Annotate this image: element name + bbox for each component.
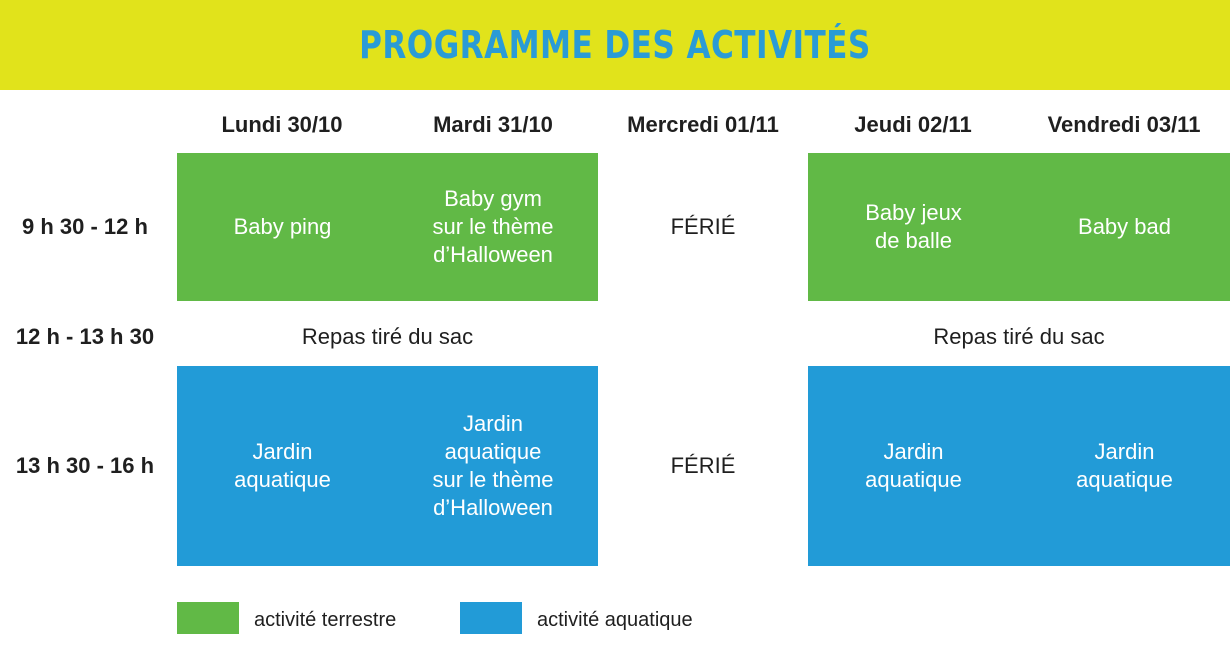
day-header-mercredi: Mercredi 01/11 [627, 112, 779, 137]
time-label-lunch: 12 h - 13 h 30 [15, 324, 155, 349]
page-title: PROGRAMME DES ACTIVITÉS [359, 23, 871, 67]
activity-mardi-afternoon: Jardin aquatique sur le thème d’Halloween [432, 411, 554, 520]
activity-vendredi-afternoon: Jardin aquatique [1076, 439, 1173, 492]
title-banner [0, 0, 1230, 90]
activity-mardi-morning: Baby gym sur le thème d’Halloween [432, 186, 554, 267]
legend-water-label: activité aquatique [537, 608, 693, 631]
activity-vendredi-morning: Baby bad [1078, 214, 1171, 239]
activity-lundi-afternoon: Jardin aquatique [234, 439, 331, 492]
day-header-mardi: Mardi 31/10 [433, 112, 553, 137]
lunch-note-left: Repas tiré du sac [301, 324, 474, 349]
lunch-note-right: Repas tiré du sac [933, 324, 1105, 349]
activity-lundi-morning: Baby ping [233, 214, 332, 239]
day-header-lundi: Lundi 30/10 [221, 112, 343, 137]
legend-water-swatch [460, 602, 522, 634]
legend-land-swatch [177, 602, 239, 634]
legend-land-label: activité terrestre [254, 608, 397, 631]
time-label-afternoon: 13 h 30 - 16 h [15, 453, 155, 478]
activity-jeudi-afternoon: Jardin aquatique [865, 439, 962, 492]
holiday-mercredi-morning: FÉRIÉ [670, 214, 736, 239]
day-header-jeudi: Jeudi 02/11 [854, 112, 972, 137]
holiday-mercredi-afternoon: FÉRIÉ [670, 453, 736, 478]
activity-jeudi-morning: Baby jeux de balle [865, 200, 962, 253]
day-header-vendredi: Vendredi 03/11 [1047, 112, 1201, 137]
time-label-morning: 9 h 30 - 12 h [22, 214, 148, 239]
